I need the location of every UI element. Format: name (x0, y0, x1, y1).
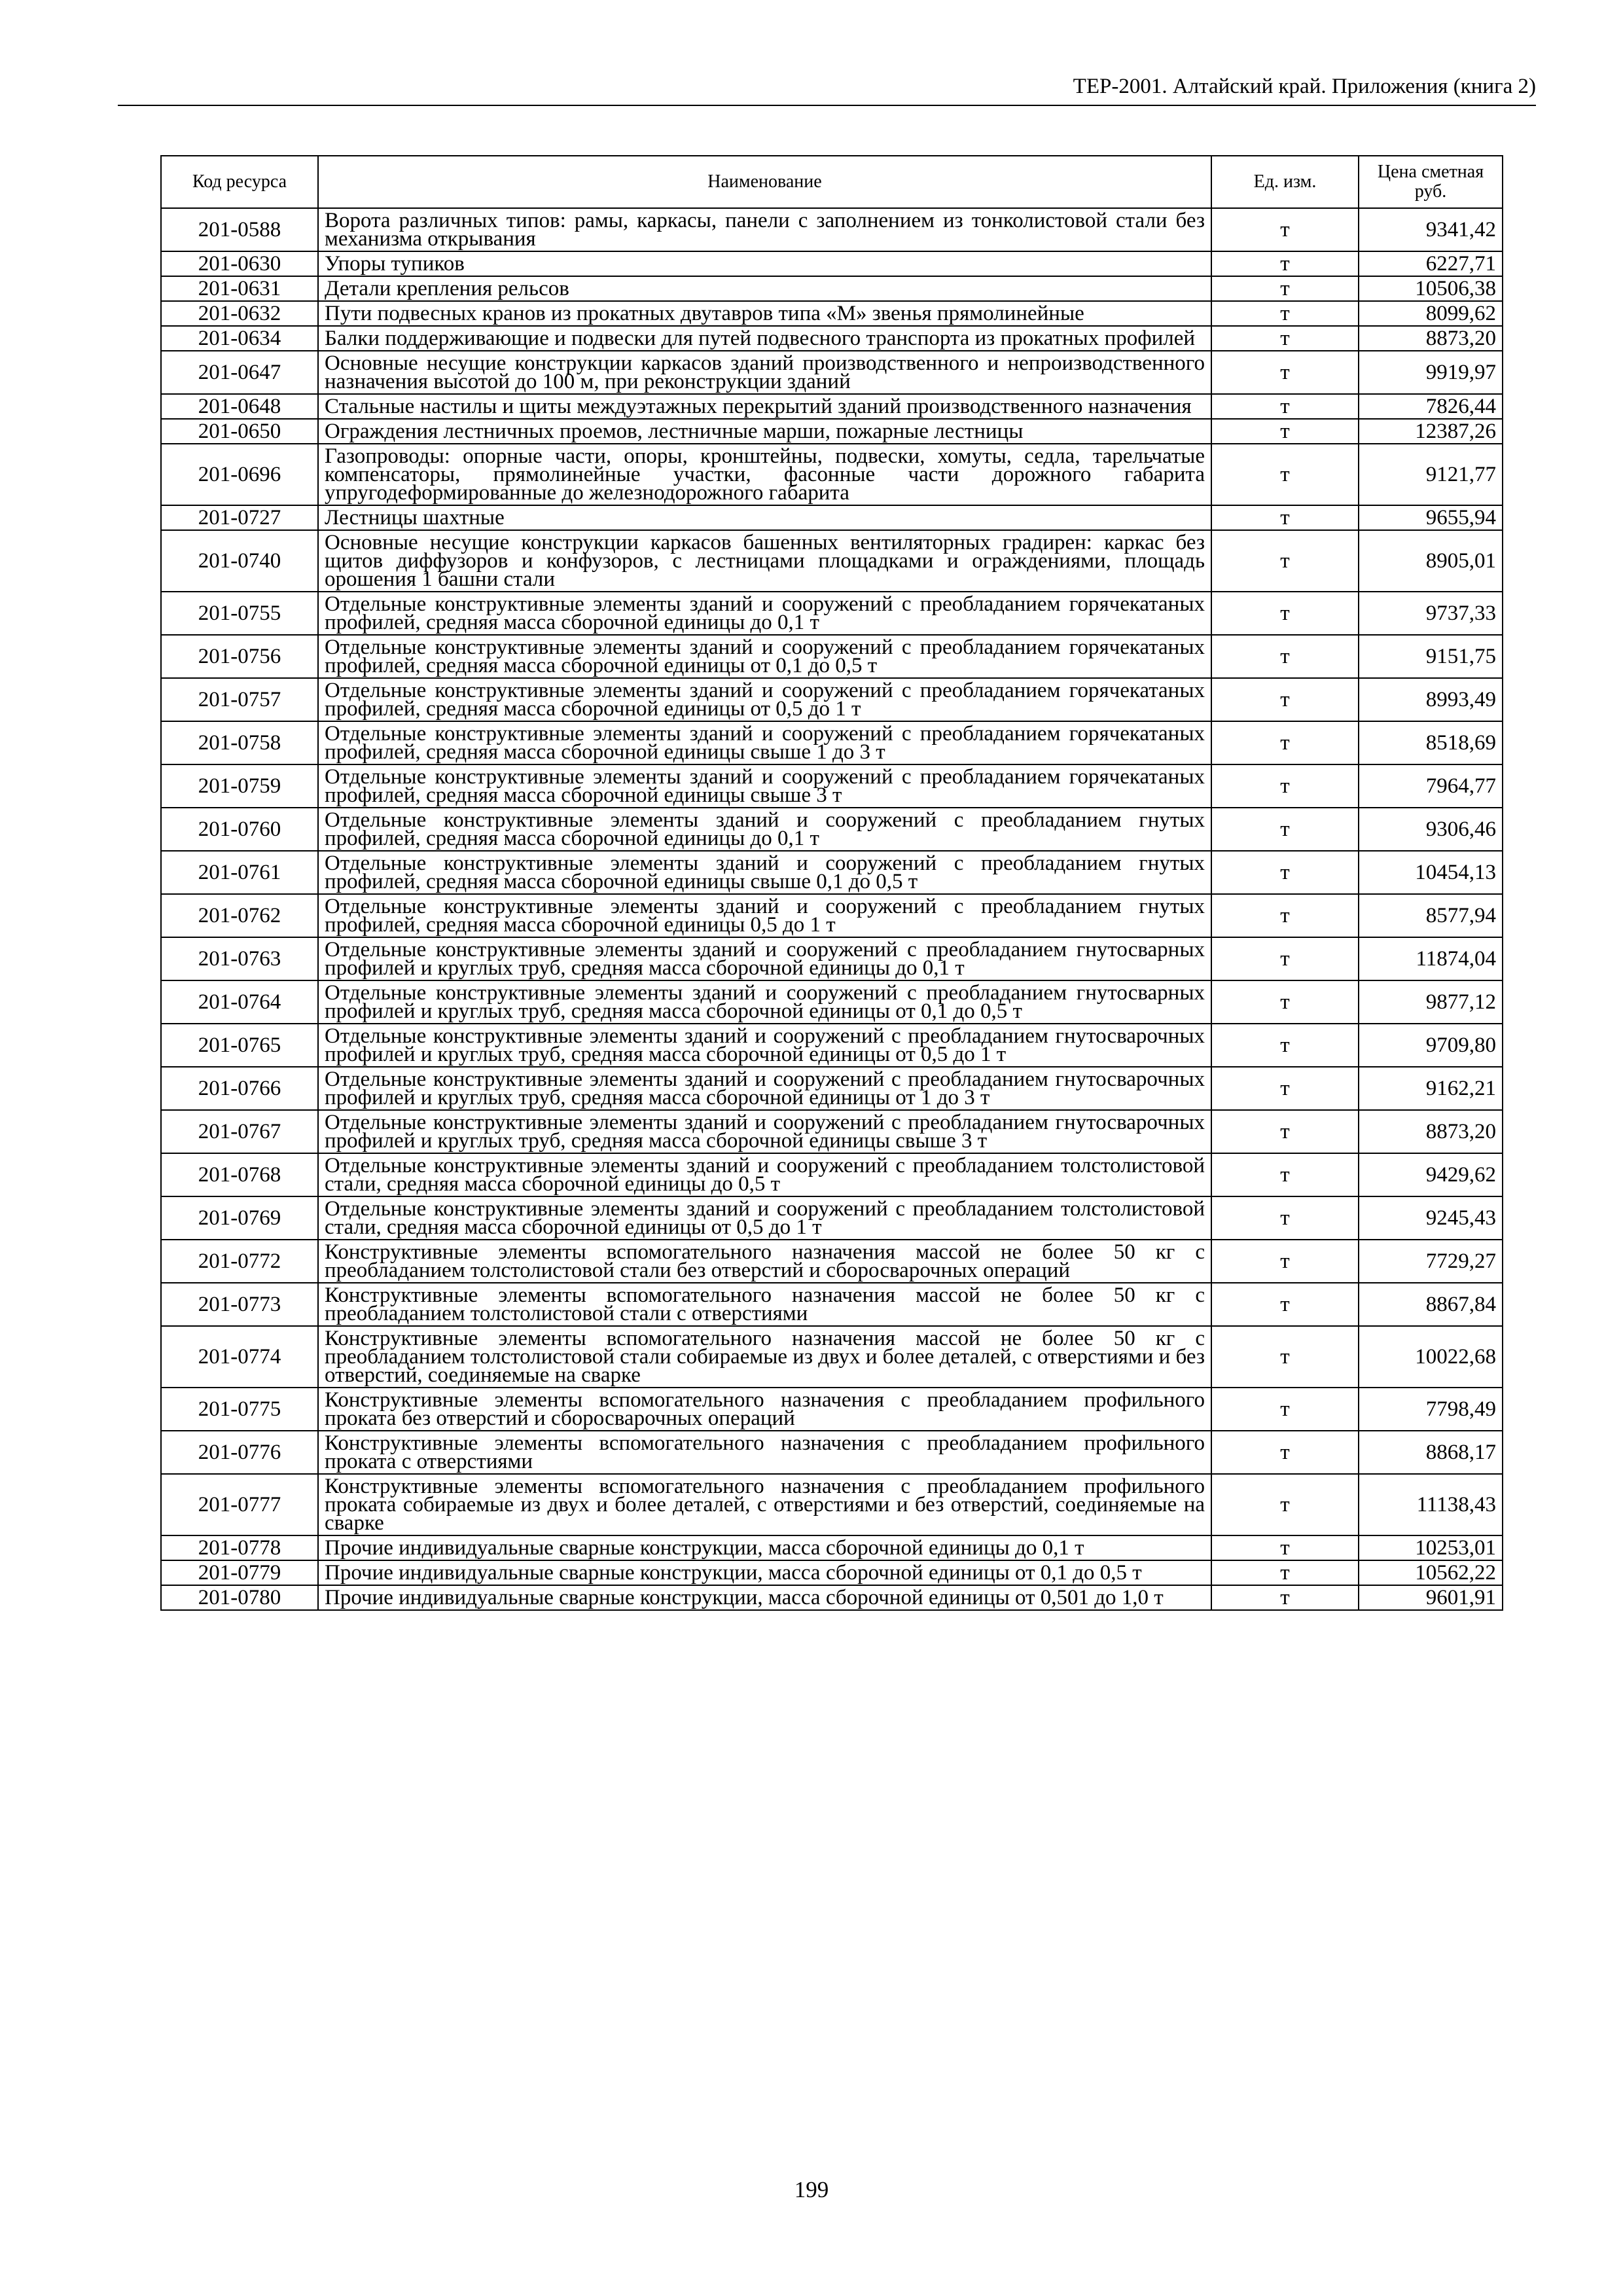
table-row (161, 980, 1503, 1024)
table-row (161, 1431, 1503, 1474)
table-row (161, 764, 1503, 808)
resource-name-cell: Прочие индивидуальные сварные конструкции, масса сборочной единицы от 0,501 до 1,0 т (318, 1585, 1211, 1610)
resource-code-cell: 201-0740 (161, 530, 318, 592)
resource-code-cell: 201-0763 (161, 937, 318, 980)
resource-name-cell: Прочие индивидуальные сварные конструкции, масса сборочной единицы от 0,1 до 0,5 т (318, 1560, 1211, 1585)
unit-cell: т (1211, 1110, 1359, 1153)
resource-name-cell: Ворота различных типов: рамы, каркасы, панели с заполнением из тонколистовой стали без механизма открывания (318, 208, 1211, 251)
resource-code-cell: 201-0755 (161, 592, 318, 635)
resource-name-cell: Упоры тупиков (318, 251, 1211, 276)
table-row (161, 1585, 1503, 1610)
table-row (161, 505, 1503, 530)
table-row (161, 808, 1503, 851)
table-row (161, 937, 1503, 980)
resource-code-cell: 201-0780 (161, 1585, 318, 1610)
resource-code-cell: 201-0776 (161, 1431, 318, 1474)
resource-code-cell: 201-0772 (161, 1240, 318, 1283)
price-cell: 10454,13 (1359, 851, 1503, 894)
resource-code-cell: 201-0773 (161, 1283, 318, 1326)
resource-name-cell: Отдельные конструктивные элементы зданий и сооружений с преобладанием горячекатаных профилей, средняя масса сборочной единицы от 0,1 до 0,5 т (318, 635, 1211, 678)
resource-code-cell: 201-0767 (161, 1110, 318, 1153)
price-cell: 8873,20 (1359, 326, 1503, 351)
price-cell: 8993,49 (1359, 678, 1503, 721)
table-row (161, 1024, 1503, 1067)
resource-code-cell: 201-0756 (161, 635, 318, 678)
price-cell: 8099,62 (1359, 301, 1503, 326)
unit-cell: т (1211, 251, 1359, 276)
table-row (161, 1110, 1503, 1153)
unit-cell: т (1211, 764, 1359, 808)
unit-cell: т (1211, 419, 1359, 444)
price-cell: 7964,77 (1359, 764, 1503, 808)
price-cell: 9877,12 (1359, 980, 1503, 1024)
price-cell: 9709,80 (1359, 1024, 1503, 1067)
resource-name-cell: Отдельные конструктивные элементы зданий и сооружений с преобладанием гнутосварных профилей и круглых труб, средняя масса сборочной единицы до 0,1 т (318, 937, 1211, 980)
table-row (161, 678, 1503, 721)
unit-cell: т (1211, 980, 1359, 1024)
table-row (161, 301, 1503, 326)
resource-name-cell: Отдельные конструктивные элементы зданий и сооружений с преобладанием гнутых профилей, средняя масса сборочной единицы свыше 0,1 до 0,5 т (318, 851, 1211, 894)
resource-name-cell: Газопроводы: опорные части, опоры, кронштейны, подвески, хомуты, седла, тарельчатые компенсаторы, прямолинейные участки, фасонные части дорожного габарита упругодеформированные до железнодорожного габарита (318, 444, 1211, 505)
price-cell: 9655,94 (1359, 505, 1503, 530)
table-row (161, 1560, 1503, 1585)
price-cell: 9341,42 (1359, 208, 1503, 251)
price-cell: 9919,97 (1359, 351, 1503, 394)
price-cell: 9162,21 (1359, 1067, 1503, 1110)
unit-cell: т (1211, 1560, 1359, 1585)
price-cell: 9245,43 (1359, 1196, 1503, 1240)
resource-name-cell: Основные несущие конструкции каркасов зданий производственного и непроизводственного назначения высотой до 100 м, при реконструкции зданий (318, 351, 1211, 394)
resource-name-cell: Пути подвесных кранов из прокатных двутавров типа «М» звенья прямолинейные (318, 301, 1211, 326)
unit-cell: т (1211, 678, 1359, 721)
table-header-row (161, 156, 1503, 208)
resource-code-cell: 201-0766 (161, 1067, 318, 1110)
column-header-unit: Ед. изм. (1211, 156, 1359, 208)
unit-cell: т (1211, 444, 1359, 505)
price-cell: 8518,69 (1359, 721, 1503, 764)
price-cell: 9429,62 (1359, 1153, 1503, 1196)
resource-name-cell: Конструктивные элементы вспомогательного назначения с преобладанием профильного проката с отверстиями (318, 1431, 1211, 1474)
resource-price-table (160, 155, 1503, 1611)
table-row (161, 1535, 1503, 1560)
table-row (161, 1067, 1503, 1110)
price-cell: 11874,04 (1359, 937, 1503, 980)
unit-cell: т (1211, 208, 1359, 251)
resource-code-cell: 201-0778 (161, 1535, 318, 1560)
price-cell: 8867,84 (1359, 1283, 1503, 1326)
column-header-code: Код ресурса (161, 156, 318, 208)
running-header: ТЕР-2001. Алтайский край. Приложения (книга 2) (118, 73, 1536, 106)
unit-cell: т (1211, 505, 1359, 530)
resource-code-cell: 201-0760 (161, 808, 318, 851)
resource-name-cell: Конструктивные элементы вспомогательного назначения массой не более 50 кг с преобладанием толстолистовой стали без отверстий и сборосварочных операций (318, 1240, 1211, 1283)
resource-name-cell: Лестницы шахтные (318, 505, 1211, 530)
price-cell: 6227,71 (1359, 251, 1503, 276)
resource-code-cell: 201-0779 (161, 1560, 318, 1585)
table-row (161, 419, 1503, 444)
unit-cell: т (1211, 276, 1359, 301)
price-cell: 9306,46 (1359, 808, 1503, 851)
resource-name-cell: Конструктивные элементы вспомогательного назначения массой не более 50 кг с преобладанием толстолистовой стали с отверстиями (318, 1283, 1211, 1326)
resource-name-cell: Конструктивные элементы вспомогательного назначения с преобладанием профильного проката без отверстий и сборосварочных операций (318, 1388, 1211, 1431)
resource-code-cell: 201-0727 (161, 505, 318, 530)
resource-code-cell: 201-0768 (161, 1153, 318, 1196)
column-header-name: Наименование (318, 156, 1211, 208)
resource-code-cell: 201-0632 (161, 301, 318, 326)
unit-cell: т (1211, 1326, 1359, 1388)
table-row (161, 326, 1503, 351)
price-cell: 7729,27 (1359, 1240, 1503, 1283)
table-row (161, 208, 1503, 251)
resource-code-cell: 201-0757 (161, 678, 318, 721)
resource-name-cell: Детали крепления рельсов (318, 276, 1211, 301)
price-cell: 12387,26 (1359, 419, 1503, 444)
table-row (161, 1153, 1503, 1196)
resource-code-cell: 201-0769 (161, 1196, 318, 1240)
resource-code-cell: 201-0777 (161, 1474, 318, 1535)
resource-code-cell: 201-0758 (161, 721, 318, 764)
unit-cell: т (1211, 351, 1359, 394)
price-cell: 9737,33 (1359, 592, 1503, 635)
unit-cell: т (1211, 394, 1359, 419)
price-cell: 10022,68 (1359, 1326, 1503, 1388)
unit-cell: т (1211, 1240, 1359, 1283)
price-cell: 9601,91 (1359, 1585, 1503, 1610)
resource-name-cell: Стальные настилы и щиты междуэтажных перекрытий зданий производственного назначения (318, 394, 1211, 419)
price-cell: 8868,17 (1359, 1431, 1503, 1474)
resource-name-cell: Отдельные конструктивные элементы зданий и сооружений с преобладанием горячекатаных профилей, средняя масса сборочной единицы свыше 1 до 3 т (318, 721, 1211, 764)
price-cell: 7826,44 (1359, 394, 1503, 419)
price-cell: 10562,22 (1359, 1560, 1503, 1585)
unit-cell: т (1211, 1067, 1359, 1110)
resource-name-cell: Конструктивные элементы вспомогательного назначения массой не более 50 кг с преобладанием толстолистовой стали собираемые из двух и более деталей, с отверстиями и без отверстий, соединяемые на сварке (318, 1326, 1211, 1388)
table-row (161, 444, 1503, 505)
price-cell: 9151,75 (1359, 635, 1503, 678)
resource-name-cell: Отдельные конструктивные элементы зданий и сооружений с преобладанием гнутых профилей, средняя масса сборочной единицы до 0,1 т (318, 808, 1211, 851)
unit-cell: т (1211, 1024, 1359, 1067)
table-row (161, 1240, 1503, 1283)
unit-cell: т (1211, 1431, 1359, 1474)
table-row (161, 635, 1503, 678)
resource-code-cell: 201-0630 (161, 251, 318, 276)
table-row (161, 1474, 1503, 1535)
resource-code-cell: 201-0696 (161, 444, 318, 505)
table-row (161, 894, 1503, 937)
price-cell: 8577,94 (1359, 894, 1503, 937)
unit-cell: т (1211, 301, 1359, 326)
resource-name-cell: Отдельные конструктивные элементы зданий и сооружений с преобладанием толстолистовой стали, средняя масса сборочной единицы до 0,5 т (318, 1153, 1211, 1196)
table-row (161, 251, 1503, 276)
resource-code-cell: 201-0759 (161, 764, 318, 808)
table-row (161, 394, 1503, 419)
unit-cell: т (1211, 1153, 1359, 1196)
resource-code-cell: 201-0631 (161, 276, 318, 301)
table-row (161, 530, 1503, 592)
unit-cell: т (1211, 1585, 1359, 1610)
resource-name-cell: Балки поддерживающие и подвески для путей подвесного транспорта из прокатных профилей (318, 326, 1211, 351)
price-cell: 8873,20 (1359, 1110, 1503, 1153)
unit-cell: т (1211, 1535, 1359, 1560)
price-cell: 11138,43 (1359, 1474, 1503, 1535)
resource-name-cell: Отдельные конструктивные элементы зданий и сооружений с преобладанием горячекатаных профилей, средняя масса сборочной единицы до 0,1 т (318, 592, 1211, 635)
resource-code-cell: 201-0761 (161, 851, 318, 894)
resource-code-cell: 201-0765 (161, 1024, 318, 1067)
table-row (161, 721, 1503, 764)
resource-name-cell: Отдельные конструктивные элементы зданий и сооружений с преобладанием горячекатаных профилей, средняя масса сборочной единицы от 0,5 до 1 т (318, 678, 1211, 721)
resource-code-cell: 201-0774 (161, 1326, 318, 1388)
resource-code-cell: 201-0775 (161, 1388, 318, 1431)
unit-cell: т (1211, 808, 1359, 851)
column-header-price: Цена сметная руб. (1359, 156, 1503, 208)
table-row (161, 592, 1503, 635)
unit-cell: т (1211, 1388, 1359, 1431)
table-row (161, 1388, 1503, 1431)
unit-cell: т (1211, 326, 1359, 351)
resource-name-cell: Отдельные конструктивные элементы зданий и сооружений с преобладанием толстолистовой стали, средняя масса сборочной единицы от 0,5 до 1 т (318, 1196, 1211, 1240)
table-row (161, 1196, 1503, 1240)
resource-code-cell: 201-0648 (161, 394, 318, 419)
price-cell: 10506,38 (1359, 276, 1503, 301)
price-cell: 9121,77 (1359, 444, 1503, 505)
unit-cell: т (1211, 592, 1359, 635)
resource-name-cell: Ограждения лестничных проемов, лестничные марши, пожарные лестницы (318, 419, 1211, 444)
page-number: 199 (794, 2177, 829, 2202)
resource-name-cell: Отдельные конструктивные элементы зданий и сооружений с преобладанием гнутосварочных профилей и круглых труб, средняя масса сборочной единицы от 1 до 3 т (318, 1067, 1211, 1110)
resource-name-cell: Отдельные конструктивные элементы зданий и сооружений с преобладанием горячекатаных профилей, средняя масса сборочной единицы свыше 3 т (318, 764, 1211, 808)
table-body (161, 208, 1503, 1610)
resource-name-cell: Прочие индивидуальные сварные конструкции, масса сборочной единицы до 0,1 т (318, 1535, 1211, 1560)
resource-name-cell: Основные несущие конструкции каркасов башенных вентиляторных градирен: каркас без щитов диффузоров и конфузоров, с лестницами площадками и ограждениями, площадь орошения 1 башни стали (318, 530, 1211, 592)
unit-cell: т (1211, 1283, 1359, 1326)
price-cell: 10253,01 (1359, 1535, 1503, 1560)
resource-code-cell: 201-0588 (161, 208, 318, 251)
table-row (161, 351, 1503, 394)
unit-cell: т (1211, 1474, 1359, 1535)
resource-code-cell: 201-0762 (161, 894, 318, 937)
unit-cell: т (1211, 1196, 1359, 1240)
resource-code-cell: 201-0634 (161, 326, 318, 351)
resource-name-cell: Отдельные конструктивные элементы зданий и сооружений с преобладанием гнутосварных профилей и круглых труб, средняя масса сборочной единицы от 0,1 до 0,5 т (318, 980, 1211, 1024)
resource-name-cell: Отдельные конструктивные элементы зданий и сооружений с преобладанием гнутосварочных профилей и круглых труб, средняя масса сборочной единицы свыше 3 т (318, 1110, 1211, 1153)
unit-cell: т (1211, 721, 1359, 764)
resource-name-cell: Отдельные конструктивные элементы зданий и сооружений с преобладанием гнутых профилей, средняя масса сборочной единицы 0,5 до 1 т (318, 894, 1211, 937)
price-cell: 8905,01 (1359, 530, 1503, 592)
price-cell: 7798,49 (1359, 1388, 1503, 1431)
resource-name-cell: Конструктивные элементы вспомогательного назначения с преобладанием профильного проката собираемые из двух и более деталей, с отверстиями и без отверстий, соединяемые на сварке (318, 1474, 1211, 1535)
unit-cell: т (1211, 851, 1359, 894)
resource-code-cell: 201-0650 (161, 419, 318, 444)
resource-name-cell: Отдельные конструктивные элементы зданий и сооружений с преобладанием гнутосварочных профилей и круглых труб, средняя масса сборочной единицы от 0,5 до 1 т (318, 1024, 1211, 1067)
unit-cell: т (1211, 937, 1359, 980)
table-row (161, 1283, 1503, 1326)
table-row (161, 851, 1503, 894)
unit-cell: т (1211, 530, 1359, 592)
resource-code-cell: 201-0647 (161, 351, 318, 394)
unit-cell: т (1211, 894, 1359, 937)
table-row (161, 1326, 1503, 1388)
unit-cell: т (1211, 635, 1359, 678)
table-row (161, 276, 1503, 301)
resource-code-cell: 201-0764 (161, 980, 318, 1024)
